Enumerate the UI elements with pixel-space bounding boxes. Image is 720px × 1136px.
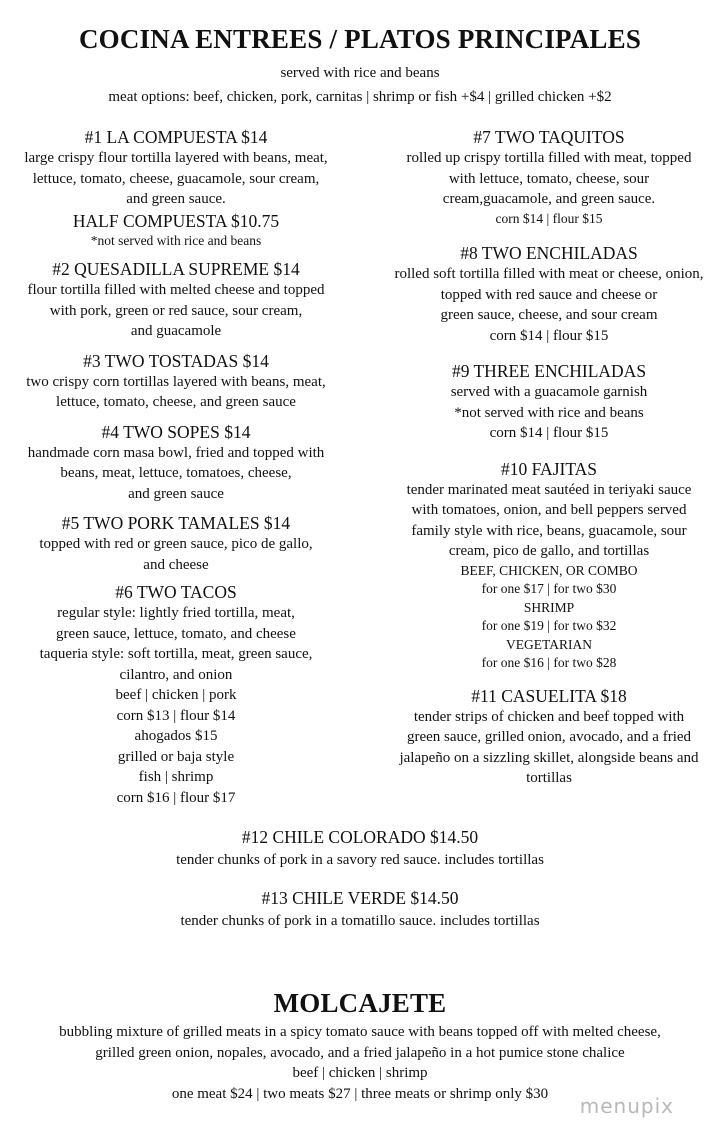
item-title: #12 CHILE COLORADO $14.50 [241,827,479,847]
item-desc-line: served with a guacamole garnish [450,384,648,400]
molcajete-desc [0,1022,720,1104]
item-desc-line: cilantro, and onion [119,666,233,683]
meat-options-note: meat options: beef, chicken, pork, carnitas | shrimp or fish +$4 | grilled chicken +$2 [108,89,612,105]
item-title: #10 FAJITAS [501,458,597,479]
item-desc-line: cream,guacamole, and green sauce. [442,191,656,207]
item-desc-line: fish | shrimp [138,769,214,785]
item-desc-line: flour tortilla filled with melted cheese and topped [27,282,325,298]
item-desc-line: beef | chicken | shrimp [292,1065,428,1081]
item-desc-line: topped with red sauce and cheese or [440,286,658,303]
item-desc-line: bubbling mixture of grilled meats in a spicy tomato sauce with beans topped off with melted cheese, [59,1024,661,1040]
menu-item-11 [382,685,716,789]
item-title: #9 THREE ENCHILADAS [451,361,647,381]
item-desc-line: tender chunks of pork in a savory red sauce. includes tortillas [176,852,544,868]
item-desc-line: beans, meat, lettuce, tomatoes, cheese, [60,465,292,481]
fajita-option-label: SHRIMP [523,599,575,615]
item-title: #13 CHILE VERDE $14.50 [261,888,459,908]
item-desc-line: green sauce, cheese, and sour cream [440,307,658,323]
item-desc-line: lettuce, tomato, cheese, and green sauce [56,394,296,410]
half-compuesta-label: HALF COMPUESTA $10.75 [72,210,280,231]
item-desc-line: *not served with rice and beans [454,404,644,421]
item-title: #1 LA COMPUESTA $14 [84,127,268,147]
item-desc-line: grilled green onion, nopales, avocado, and a fried jalapeño in a hot pumice stone chalice [95,1044,625,1061]
item-price-line: corn $14 | flour $15 [489,425,609,441]
item-title: #8 TWO ENCHILADAS [460,243,638,263]
item-desc-line: grilled or baja style [117,748,235,765]
item-desc-line: with tomatoes, onion, and bell peppers served [411,502,687,518]
fajita-option-label: VEGETARIAN [506,636,592,652]
fajita-option-price: for one $17 | for two $30 [481,581,617,596]
item-desc-line: taqueria style: soft tortilla, meat, green sauce, [39,646,313,662]
item-price-line: corn $16 | flour $17 [116,789,236,806]
item-price-line: corn $14 | flour $15 [489,327,609,344]
item-price-line: corn $13 | flour $14 [116,707,236,724]
item-desc-line: green sauce, grilled onion, avocado, and a fried [406,729,692,745]
item-desc-line: tender strips of chicken and beef topped with [413,708,685,725]
item-title: #11 CASUELITA $18 [471,685,627,706]
item-title: #4 TWO SOPES $14 [101,421,251,442]
item-desc-line: with lettuce, tomato, cheese, sour [448,170,650,187]
item-desc-line: and guacamole [130,323,222,339]
item-desc-line: rolled soft tortilla filled with meat or cheese, onion, [394,266,704,282]
item-desc-line: two crispy corn tortillas layered with beans, meat, [26,373,326,390]
item-desc-line: large crispy flour tortilla layered with beans, meat, [24,150,328,166]
item-desc-line: and green sauce. [126,191,226,207]
item-desc-line: and green sauce [128,485,224,502]
item-desc-line: topped with red or green sauce, pico de gallo, [39,536,313,552]
left-column [6,126,346,808]
menu-item-7 [382,126,716,228]
item-desc-line: cream, pico de gallo, and tortillas [448,543,650,559]
molcajete-title: MOLCAJETE [273,988,447,1018]
item-price-line: corn $14 | flour $15 [495,210,603,226]
item-desc-line: tender chunks of pork in a tomatillo sauce. includes tortillas [180,913,540,929]
fajita-option-price: for one $16 | for two $28 [481,655,617,670]
menu-item-4 [6,421,346,505]
item-price-line: one meat $24 | two meats $27 | three meats or shrimp only $30 [171,1085,549,1102]
item-title: #7 TWO TAQUITOS [473,127,625,147]
fajita-option-label: BEEF, CHICKEN, OR COMBO [460,562,638,578]
menu-item-9 [382,360,716,444]
item-desc-line: jalapeño on a sizzling skillet, alongside beans and [399,749,699,766]
fajita-option-price: for one $19 | for two $32 [481,618,617,633]
item-title: #5 TWO PORK TAMALES $14 [61,513,291,533]
item-desc-line: with pork, green or red sauce, sour cream, [49,302,303,319]
item-title: #6 TWO TACOS [115,582,237,602]
item-desc-line: rolled up crispy tortilla filled with meat, topped [406,150,692,166]
menu-item-6 [6,581,346,808]
menu-item-1 [6,126,346,250]
menu-item-8 [382,242,716,346]
menu-item-3 [6,350,346,413]
item-price-line: ahogados $15 [134,728,218,744]
item-desc-line: lettuce, tomato, cheese, guacamole, sour cream, [32,170,320,187]
item-desc-line: tender marinated meat sautéed in teriyaki sauce [406,481,692,498]
watermark-logo: menupix [579,1094,674,1118]
item-title: #2 QUESADILLA SUPREME $14 [52,259,300,279]
menu-item-5 [6,512,346,575]
menu-item-2 [6,258,346,342]
item-desc-line: tortillas [526,770,572,786]
item-title: #3 TWO TOSTADAS $14 [83,350,269,371]
right-column [382,126,716,789]
item-desc-line: and cheese [143,556,209,573]
served-with-note: served with rice and beans [280,65,440,81]
item-desc-line: regular style: lightly fried tortilla, meat, [57,605,295,621]
item-note: *not served with rice and beans [90,232,262,248]
item-desc-line: family style with rice, beans, guacamole, sour [411,522,687,539]
item-desc-line: green sauce, lettuce, tomato, and cheese [56,625,296,642]
page-title: COCINA ENTREES / PLATOS PRINCIPALES [78,24,642,54]
menu-item-10 [382,458,716,673]
item-desc-line: handmade corn masa bowl, fried and topped with [27,444,325,461]
menu-item-13 [0,887,720,932]
item-desc-line: beef | chicken | pork [115,687,237,703]
menu-item-12 [0,826,720,871]
